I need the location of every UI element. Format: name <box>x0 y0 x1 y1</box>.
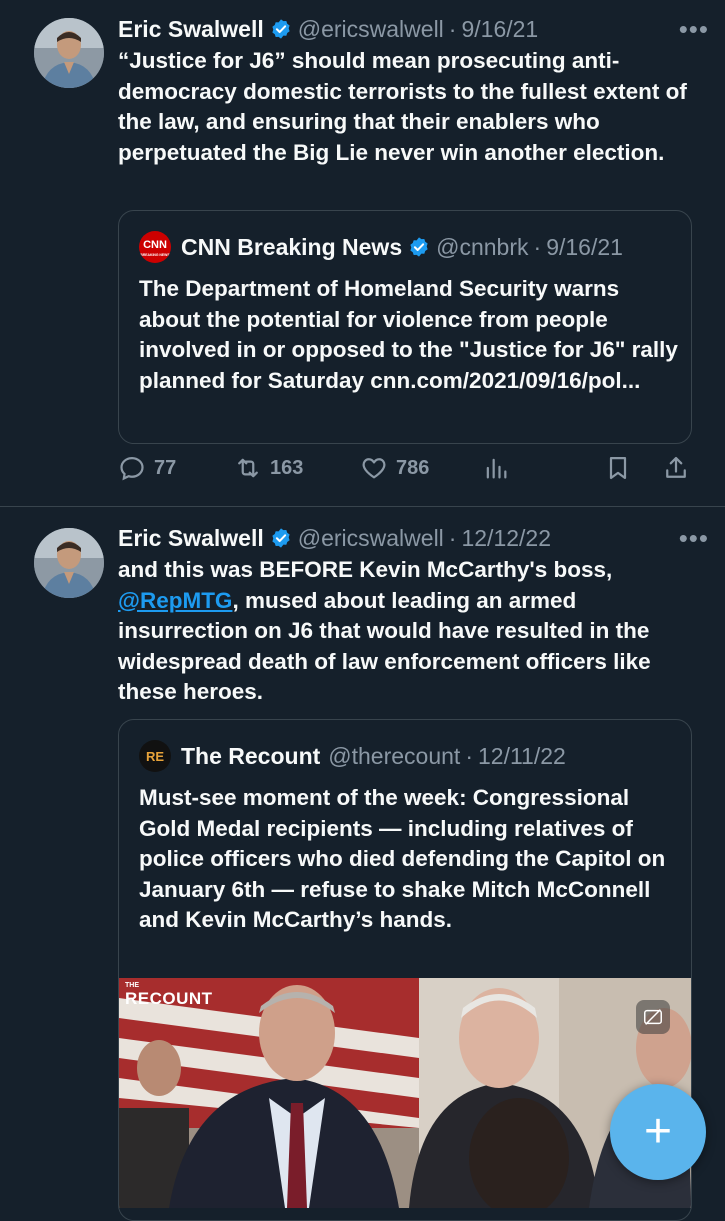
quoted-author-name[interactable]: The Recount <box>181 742 321 769</box>
compose-tweet-button[interactable] <box>610 1084 706 1180</box>
retweet-button[interactable] <box>234 454 303 482</box>
quoted-tweet-header <box>139 740 677 772</box>
watermark-text: RECOUNT <box>125 989 213 1008</box>
quoted-tweet-date[interactable]: 12/11/22 <box>478 742 566 769</box>
author-avatar[interactable] <box>34 528 104 598</box>
bookmark-button[interactable] <box>604 454 640 482</box>
cnn-logo-text: CNN <box>143 239 167 251</box>
quoted-tweet[interactable] <box>118 210 692 444</box>
tweet-date[interactable]: 12/12/22 <box>461 525 551 551</box>
quoted-tweet-text: Must-see moment of the week: Congressional Gold Medal recipients — including relatives of police officers who died defending the Capitol on January 6th — refuse to shake Mitch McConnell and Kevin McCarthy’s hands. <box>139 785 666 932</box>
verified-badge-icon <box>270 527 292 549</box>
tweet-text-part: and this was BEFORE Kevin McCarthy's boss, <box>118 557 613 582</box>
tweet-header <box>118 13 705 45</box>
recount-logo-text: RE <box>145 749 165 764</box>
cnn-logo-subtext: BREAKING NEWS <box>140 253 170 257</box>
verified-badge-icon <box>270 18 292 40</box>
reply-icon <box>118 454 146 482</box>
cnn-logo-icon <box>139 231 171 263</box>
separator-dot: · <box>448 525 457 551</box>
quoted-author-name[interactable]: CNN Breaking News <box>181 233 403 260</box>
captions-off-icon <box>642 1006 664 1028</box>
author-name[interactable]: Eric Swalwell <box>118 525 264 551</box>
avatar-image <box>34 528 104 598</box>
like-button[interactable] <box>360 454 429 482</box>
plus-icon: + <box>643 1105 673 1158</box>
tweet-text: “Justice for J6” should mean prosecuting anti-democracy domestic terrorists to the fullest extent of the law, and ensuring that their enablers who perpetuated the Big Lie never win another election. <box>118 48 687 165</box>
separator-dot: · <box>448 16 457 42</box>
avatar-image <box>34 18 104 88</box>
reply-button[interactable] <box>118 454 176 482</box>
author-handle[interactable]: @ericswalwell <box>297 525 444 551</box>
reply-count: 77 <box>154 456 177 479</box>
separator-dot: · <box>533 233 542 260</box>
views-chart-icon <box>482 454 510 482</box>
author-avatar[interactable] <box>34 18 104 88</box>
quoted-author-handle[interactable]: @cnnbrk <box>436 233 529 260</box>
tweet-actions <box>118 454 698 488</box>
quoted-tweet-header <box>139 231 677 263</box>
author-name[interactable]: Eric Swalwell <box>118 16 264 42</box>
more-options-icon[interactable]: ••• <box>678 523 709 553</box>
tweet-2[interactable] <box>0 507 725 1199</box>
tweet-text <box>118 555 693 708</box>
share-button[interactable] <box>662 454 698 482</box>
like-count: 786 <box>396 456 430 479</box>
quoted-tweet-date[interactable]: 9/16/21 <box>546 233 623 260</box>
retweet-icon <box>234 454 262 482</box>
tweet-date[interactable]: 9/16/21 <box>461 16 539 42</box>
video-frame-image <box>119 978 691 1208</box>
bookmark-icon <box>604 454 632 482</box>
separator-dot: · <box>465 742 473 769</box>
mention-link[interactable]: @RepMTG <box>118 587 233 613</box>
tweet-header <box>118 522 705 554</box>
recount-watermark <box>125 982 213 1008</box>
watermark-small-text: THE <box>125 982 139 989</box>
heart-icon <box>360 454 388 482</box>
share-icon <box>662 454 690 482</box>
more-options-icon[interactable]: ••• <box>678 14 709 44</box>
tweet-text-part: , mused about leading an armed insurrection on J6 that would have resulted in the widespread death of law enforcement officers like these heroes. <box>118 587 651 704</box>
views-button[interactable] <box>482 454 518 482</box>
verified-badge-icon <box>408 236 430 258</box>
tweet-1[interactable] <box>0 0 725 506</box>
quoted-author-handle[interactable]: @therecount <box>328 742 461 769</box>
quoted-video-thumbnail[interactable] <box>119 978 691 1208</box>
quoted-tweet[interactable] <box>118 719 692 1221</box>
recount-logo-icon <box>139 740 171 772</box>
captions-button[interactable] <box>636 1000 670 1034</box>
quoted-tweet-text: The Department of Homeland Security warns about the potential for violence from people involved in or opposed to the "Justice for J6" rally planned for Saturday cnn.com/2021/09/16/pol... <box>139 276 678 393</box>
retweet-count: 163 <box>270 456 304 479</box>
author-handle[interactable]: @ericswalwell <box>297 16 444 42</box>
